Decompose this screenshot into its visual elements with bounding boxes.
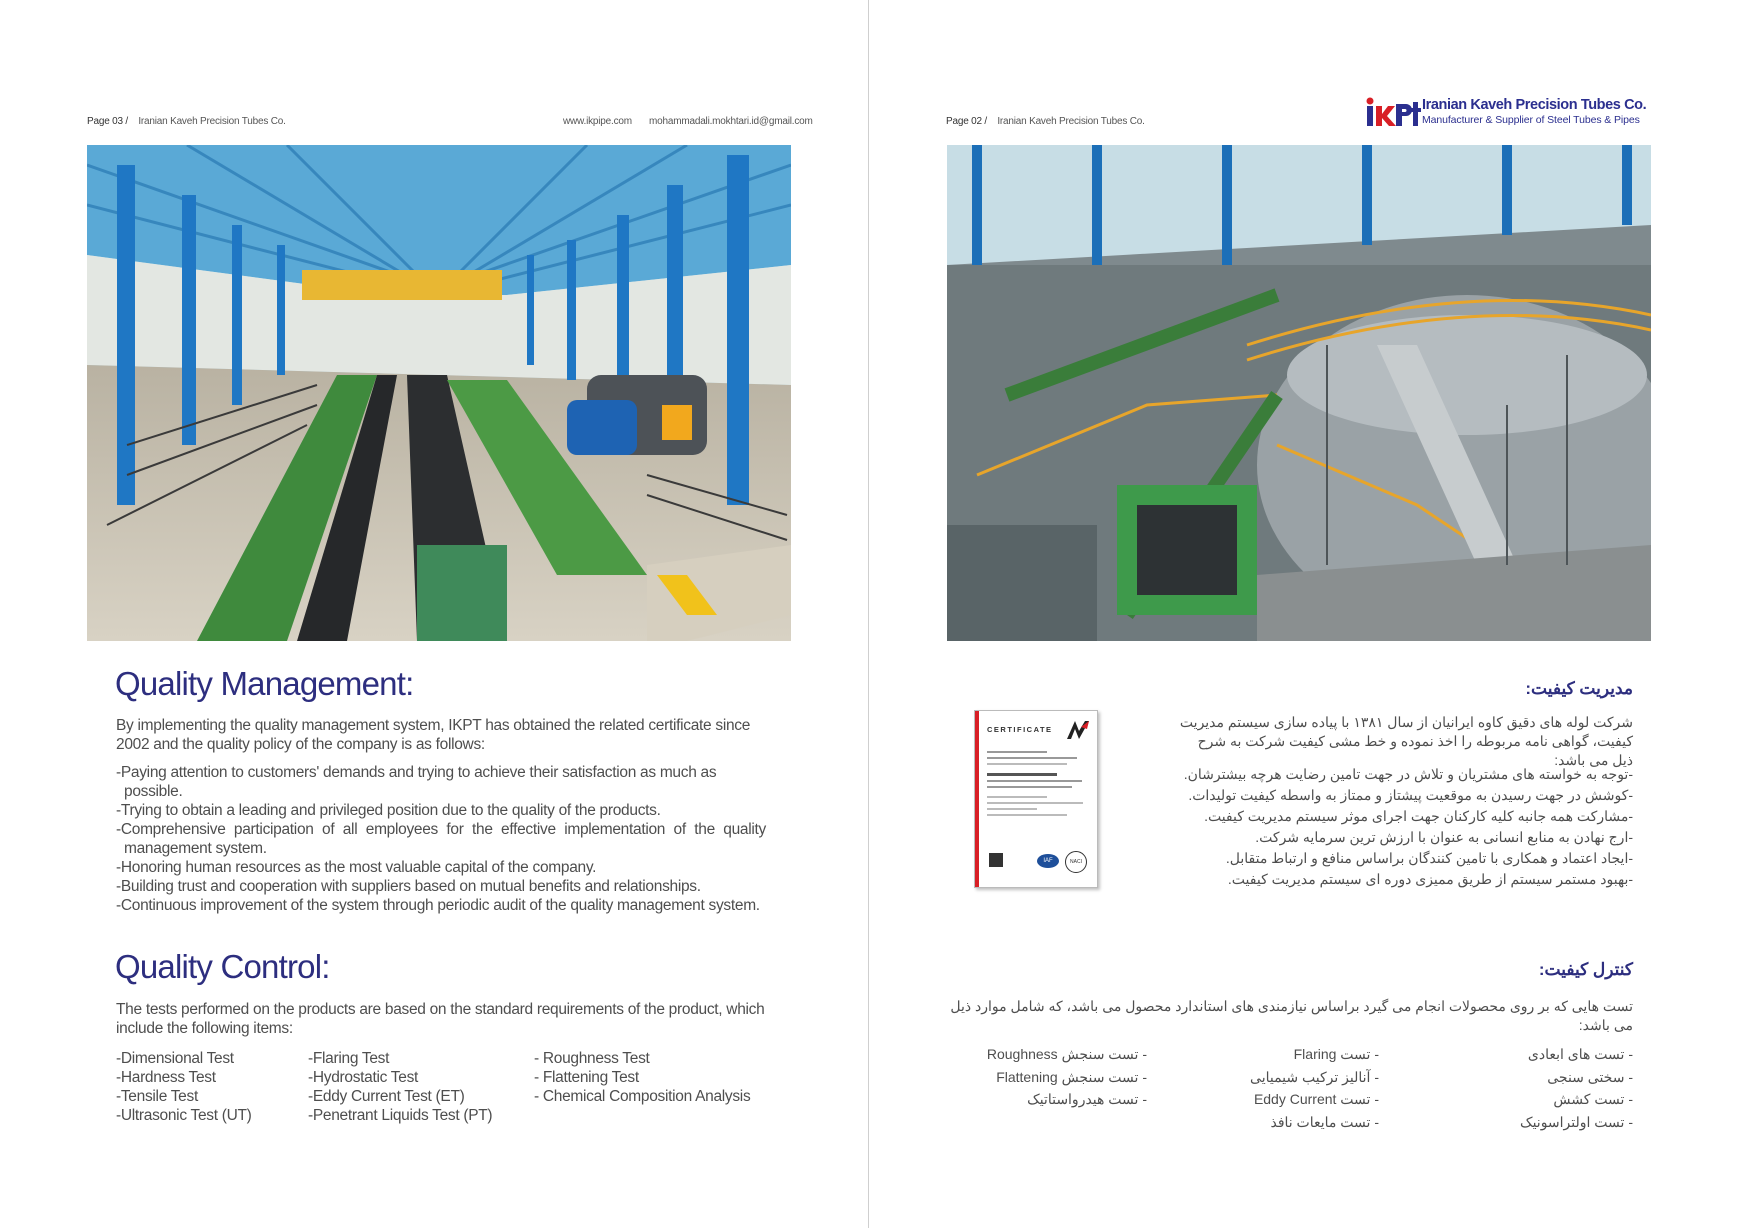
list-item: - تست Eddy Current	[1253, 1091, 1379, 1107]
list-item: -Dimensional Test	[116, 1050, 234, 1067]
quality-management-intro: By implementing the quality management system, IKPT has obtained the related certificate since 2002 and the quality policy of the company is as follows:	[116, 717, 751, 753]
iso-certificate-image	[974, 710, 1098, 888]
right-header	[946, 116, 1145, 127]
fa-tests-column-3	[987, 1043, 1147, 1111]
certifier-logo-icon	[1065, 719, 1091, 741]
list-item: -مشارکت همه جانبه کلیه کارکنان جهت اجرای موثر سیستم مدیریت کیفیت.	[1204, 808, 1633, 824]
factory-floor-photo	[87, 145, 791, 641]
list-item: - تست های ابعادی	[1527, 1046, 1633, 1062]
page-number: Page 03 /	[87, 116, 129, 127]
company-logo	[1364, 96, 1654, 128]
list-item: -ارج نهادن به منابع انسانی به عنوان با ارزش ترین سرمایه شرکت.	[1255, 829, 1633, 845]
list-item: - تست سنجش Flattening	[996, 1068, 1147, 1085]
header-company: Iranian Kaveh Precision Tubes Co.	[997, 116, 1145, 127]
left-header	[87, 116, 286, 127]
list-item: -بهبود مستمر سیستم از طریق ممیزی دوره ای سیستم مدیریت کیفیت.	[1227, 871, 1633, 887]
certificate-body-text	[987, 751, 1087, 820]
list-item: -توجه به خواسته های مشتریان و تلاش در جهت تامین رضایت هرچه بیشترشان.	[1183, 766, 1633, 782]
list-item: - سختی سنجی	[1547, 1068, 1633, 1085]
fa-quality-management-title: مدیریت کیفیت:	[1525, 679, 1633, 698]
left-page	[0, 0, 868, 1228]
fa-tests-column-1	[1520, 1043, 1633, 1133]
logo-company-name: Iranian Kaveh Precision Tubes Co.	[1422, 97, 1647, 113]
list-item: -Eddy Current Test (ET)	[308, 1088, 465, 1105]
fa-tests-column-2	[1250, 1043, 1379, 1133]
list-item: -کوشش در جهت رسیدن به موقعیت پیشتاز و ممتاز به واسطه کیفیت تولیدات.	[1188, 787, 1633, 803]
list-item: -Ultrasonic Test (UT)	[116, 1107, 252, 1124]
tests-column-1	[116, 1049, 252, 1125]
fa-quality-management-intro: شرکت لوله های دقیق کاوه ایرانیان از سال ۱۳۸۱ با پیاده سازی سیستم مدیریت کیفیت، گواهی نامه مربوطه را اخذ نموده و خط مشی کیفیت شرکت به شرح ذیل می باشد:	[1179, 714, 1633, 768]
qr-code-icon	[989, 853, 1003, 867]
list-item: - تست اولتراسونیک	[1520, 1113, 1633, 1130]
list-item: - تست هیدرواستاتیک	[1027, 1091, 1147, 1107]
list-item: -Penetrant Liquids Test (PT)	[308, 1107, 493, 1124]
list-item: - Flattening Test	[534, 1069, 639, 1086]
right-page	[869, 0, 1737, 1228]
list-item: - تست Flaring	[1293, 1046, 1379, 1062]
list-item: - تست سنجش Roughness	[986, 1046, 1147, 1062]
list-item: -ایجاد اعتماد و همکاری با تامین کنندگان براساس منافع و ارتباط متقابل.	[1225, 850, 1633, 866]
email-link[interactable]: mohammadali.mokhtari.id@gmail.com	[649, 116, 813, 127]
logo-tagline: Manufacturer & Supplier of Steel Tubes & Pipes	[1422, 114, 1640, 126]
iaf-badge-icon: IAF	[1037, 854, 1059, 868]
tests-column-2	[308, 1049, 492, 1125]
list-item: - تست کشش	[1553, 1091, 1633, 1107]
page-number: Page 02 /	[946, 116, 988, 127]
fa-quality-control-title: کنترل کیفیت:	[1538, 960, 1633, 979]
list-item: -Flaring Test	[308, 1050, 390, 1067]
list-item: -Building trust and cooperation with suppliers based on mutual benefits and relationships.	[116, 878, 701, 895]
list-item: -Hydrostatic Test	[308, 1069, 419, 1086]
fa-quality-control-intro: تست هایی که بر روی محصولات انجام می گیرد براساس نیازمندی های استاندارد محصول می باشد، که شامل موارد ذیل می باشد:	[950, 998, 1633, 1033]
certificate-heading: CERTIFICATE	[987, 725, 1053, 734]
list-item: -Hardness Test	[116, 1069, 216, 1086]
quality-policy-list	[116, 763, 766, 915]
fa-quality-policy-list	[1173, 764, 1633, 890]
ikpt-logo-icon	[1364, 96, 1422, 128]
website-link[interactable]: www.ikpipe.com	[563, 116, 632, 127]
list-item: -Comprehensive participation of all employees for the effective implementation of the quality management system.	[116, 821, 766, 857]
list-item: -Paying attention to customers' demands and trying to achieve their satisfaction as much as possible.	[116, 764, 717, 800]
quality-management-title: Quality Management:	[115, 665, 414, 702]
quality-control-intro: The tests performed on the products are based on the standard requirements of the product, which include the following items:	[116, 1001, 765, 1037]
list-item: - آنالیز ترکیب شیمیایی	[1250, 1068, 1379, 1085]
naci-badge-icon: NACI	[1065, 851, 1087, 873]
quality-control-title: Quality Control:	[115, 948, 330, 985]
plant-machinery-photo	[947, 145, 1651, 641]
list-item: -Continuous improvement of the system through periodic audit of the quality management system.	[116, 897, 760, 914]
list-item: -Honoring human resources as the most valuable capital of the company.	[116, 859, 597, 876]
list-item: - Chemical Composition Analysis	[534, 1088, 751, 1105]
header-company: Iranian Kaveh Precision Tubes Co.	[138, 116, 286, 127]
tests-column-3	[534, 1049, 750, 1106]
list-item: - Roughness Test	[534, 1050, 650, 1067]
list-item: -Trying to obtain a leading and privileged position due to the quality of the products.	[116, 802, 661, 819]
list-item: - تست مایعات نافذ	[1270, 1113, 1379, 1130]
list-item: -Tensile Test	[116, 1088, 198, 1105]
